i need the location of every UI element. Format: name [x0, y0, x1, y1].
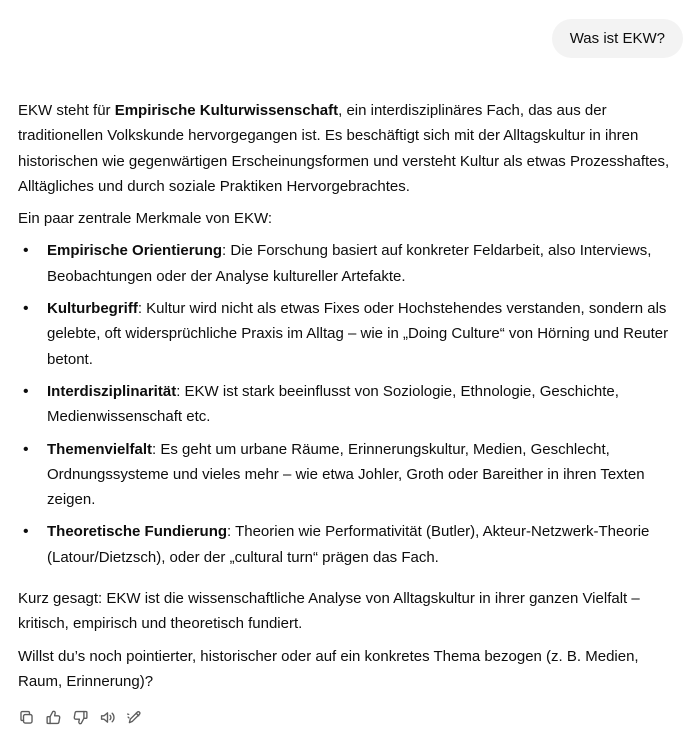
- thumbs-up-icon: [45, 709, 62, 726]
- list-item: [18, 519, 682, 570]
- intro-text-start: EKW steht für: [18, 102, 115, 119]
- edit-button[interactable]: [125, 708, 144, 727]
- list-item-term: Interdisziplinarität: [47, 382, 177, 400]
- read-aloud-icon: [99, 709, 116, 726]
- bullet-icon: •: [23, 300, 29, 318]
- list-item-text: : Theorien wie Performativität (Butler), Akteur-Netzwerk-Theorie (Latour/Dietzsch), oder der „cultural turn“ prägen das Fach.: [47, 523, 650, 566]
- bullet-icon: •: [23, 523, 29, 541]
- copy-icon: [18, 709, 35, 726]
- list-item-term: Empirische Orientierung: [47, 242, 223, 260]
- message-actions: [17, 708, 144, 727]
- user-message-text: Was ist EKW?: [569, 30, 665, 47]
- list-item: [18, 379, 682, 430]
- copy-button[interactable]: [17, 708, 36, 727]
- bullet-icon: •: [23, 242, 29, 260]
- bullet-icon: •: [23, 382, 29, 400]
- intro-bold-term: Empirische Kulturwissenschaft: [114, 102, 339, 119]
- list-item-term: Theoretische Fundierung: [47, 523, 228, 541]
- list-item: [18, 238, 682, 289]
- bullet-icon: •: [23, 440, 29, 458]
- intro-text-end: , ein interdisziplinäres Fach, das aus der traditionellen Volkskunde hervorgegangen ist. Es beschäftigt sich mit der Alltagskultur in ihren historischen wie gegenwärtigen Erscheinungsformen und versteht Kultur als etwas Prozesshaftes, Alltägliches und durch soziale Praktiken Hervorgebrachtes.: [18, 102, 670, 195]
- list-item-term: Themenvielfalt: [47, 440, 153, 458]
- assistant-response: [18, 98, 682, 701]
- list-item-text: : EKW ist stark beeinflusst von Soziologie, Ethnologie, Geschichte, Medienwissenschaft etc.: [47, 382, 619, 426]
- list-heading: Ein paar zentrale Merkmale von EKW:: [18, 210, 272, 228]
- list-item: [18, 296, 682, 372]
- thumbs-down-button[interactable]: [71, 708, 90, 727]
- read-aloud-button[interactable]: [98, 708, 117, 727]
- list-item-text: : Es geht um urbane Räume, Erinnerungskultur, Medien, Geschlecht, Ordnungssysteme und vieles mehr – wie etwa Johler, Groth oder Bareither in ihren Texten zeigen.: [47, 440, 645, 509]
- list-item-text: : Kultur wird nicht als etwas Fixes oder Hochstehendes verstanden, sondern als gelebte, oft widersprüchliche Praxis im Alltag – wie in „Doing Culture“ von Hörning und Reuter betont.: [47, 300, 669, 368]
- edit-icon: [126, 709, 143, 726]
- feature-list: [18, 238, 682, 570]
- list-item-text: : Die Forschung basiert auf konkreter Feldarbeit, also Interviews, Beobachtungen oder der Analyse kultureller Artefakte.: [47, 242, 652, 285]
- intro-paragraph: [18, 98, 682, 199]
- thumbs-up-button[interactable]: [44, 708, 63, 727]
- list-item: [18, 437, 682, 513]
- list-item-term: Kulturbegriff: [47, 300, 138, 318]
- followup-question: Willst du’s noch pointierter, historischer oder auf ein konkretes Thema bezogen (z. B. Medien, Raum, Erinnerung)?: [18, 647, 639, 690]
- thumbs-down-icon: [72, 709, 89, 726]
- user-message-bubble: [552, 19, 683, 58]
- summary-paragraph: Kurz gesagt: EKW ist die wissenschaftliche Analyse von Alltagskultur in ihrer ganzen Vielfalt – kritisch, empirisch und theoretisch fundiert.: [18, 590, 640, 633]
